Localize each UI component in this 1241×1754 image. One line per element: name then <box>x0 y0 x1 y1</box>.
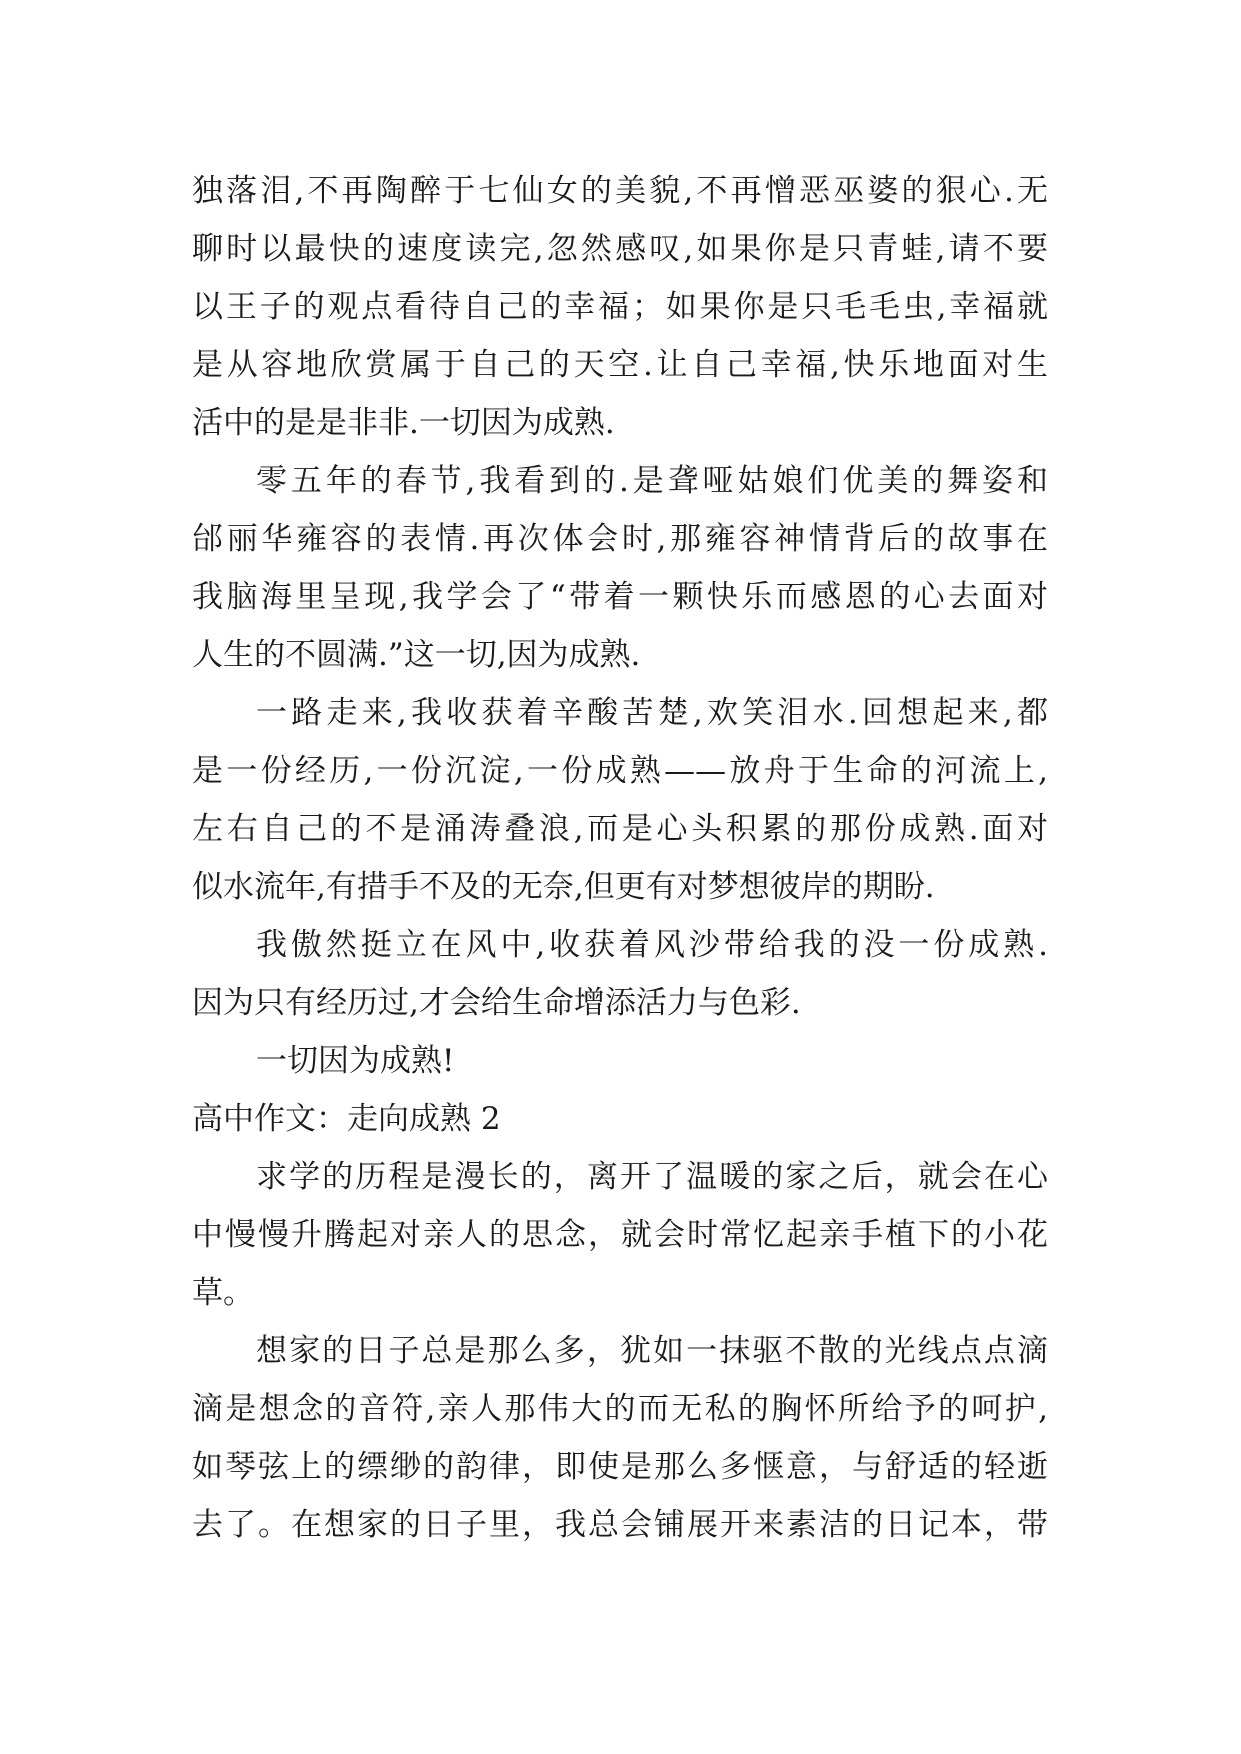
text-line: 一路走来,我收获着辛酸苦楚,欢笑泪水.回想起来,都 <box>256 695 1048 731</box>
text-line: 一切因为成熟! <box>256 1043 455 1079</box>
text-line: 零五年的春节,我看到的.是聋哑姑娘们优美的舞姿和 <box>256 463 1048 499</box>
text-line: 左右自己的不是涌涛叠浪,而是心头积累的那份成熟.面对 <box>192 811 1048 847</box>
section-heading: 高中作文：走向成熟 2 <box>192 1101 501 1137</box>
text-line: 想家的日子总是那么多，犹如一抹驱不散的光线点点滴 <box>256 1333 1048 1369</box>
text-line: 是从容地欣赏属于自己的天空.让自己幸福,快乐地面对生 <box>192 347 1048 383</box>
text-line: 人生的不圆满.”这一切,因为成熟. <box>192 637 641 673</box>
text-line: 求学的历程是漫长的，离开了温暖的家之后，就会在心 <box>256 1159 1048 1195</box>
text-line: 草。 <box>192 1275 254 1311</box>
text-line: 聊时以最快的速度读完,忽然感叹,如果你是只青蛙,请不要 <box>192 231 1048 267</box>
text-line: 我脑海里呈现,我学会了“带着一颗快乐而感恩的心去面对 <box>192 579 1048 615</box>
text-line: 中慢慢升腾起对亲人的思念，就会时常忆起亲手植下的小花 <box>192 1217 1048 1253</box>
text-line: 邰丽华雍容的表情.再次体会时,那雍容神情背后的故事在 <box>192 521 1048 557</box>
body-text <box>192 162 1048 1554</box>
text-line: 以王子的观点看待自己的幸福；如果你是只毛毛虫,幸福就 <box>192 289 1048 325</box>
text-line: 滴是想念的音符,亲人那伟大的而无私的胸怀所给予的呵护, <box>192 1391 1048 1427</box>
text-line: 活中的是是非非.一切因为成熟. <box>192 405 615 441</box>
text-line: 如琴弦上的缥缈的韵律，即使是那么多惬意，与舒适的轻逝 <box>192 1449 1048 1485</box>
text-line: 是一份经历,一份沉淀,一份成熟——放舟于生命的河流上, <box>192 753 1048 789</box>
text-line: 我傲然挺立在风中,收获着风沙带给我的没一份成熟. <box>256 927 1048 963</box>
text-line: 独落泪,不再陶醉于七仙女的美貌,不再憎恶巫婆的狠心.无 <box>192 173 1048 209</box>
text-line: 去了。在想家的日子里，我总会铺展开来素洁的日记本，带 <box>192 1507 1048 1543</box>
text-line: 似水流年,有措手不及的无奈,但更有对梦想彼岸的期盼. <box>192 869 935 905</box>
text-line: 因为只有经历过,才会给生命增添活力与色彩. <box>192 985 801 1021</box>
